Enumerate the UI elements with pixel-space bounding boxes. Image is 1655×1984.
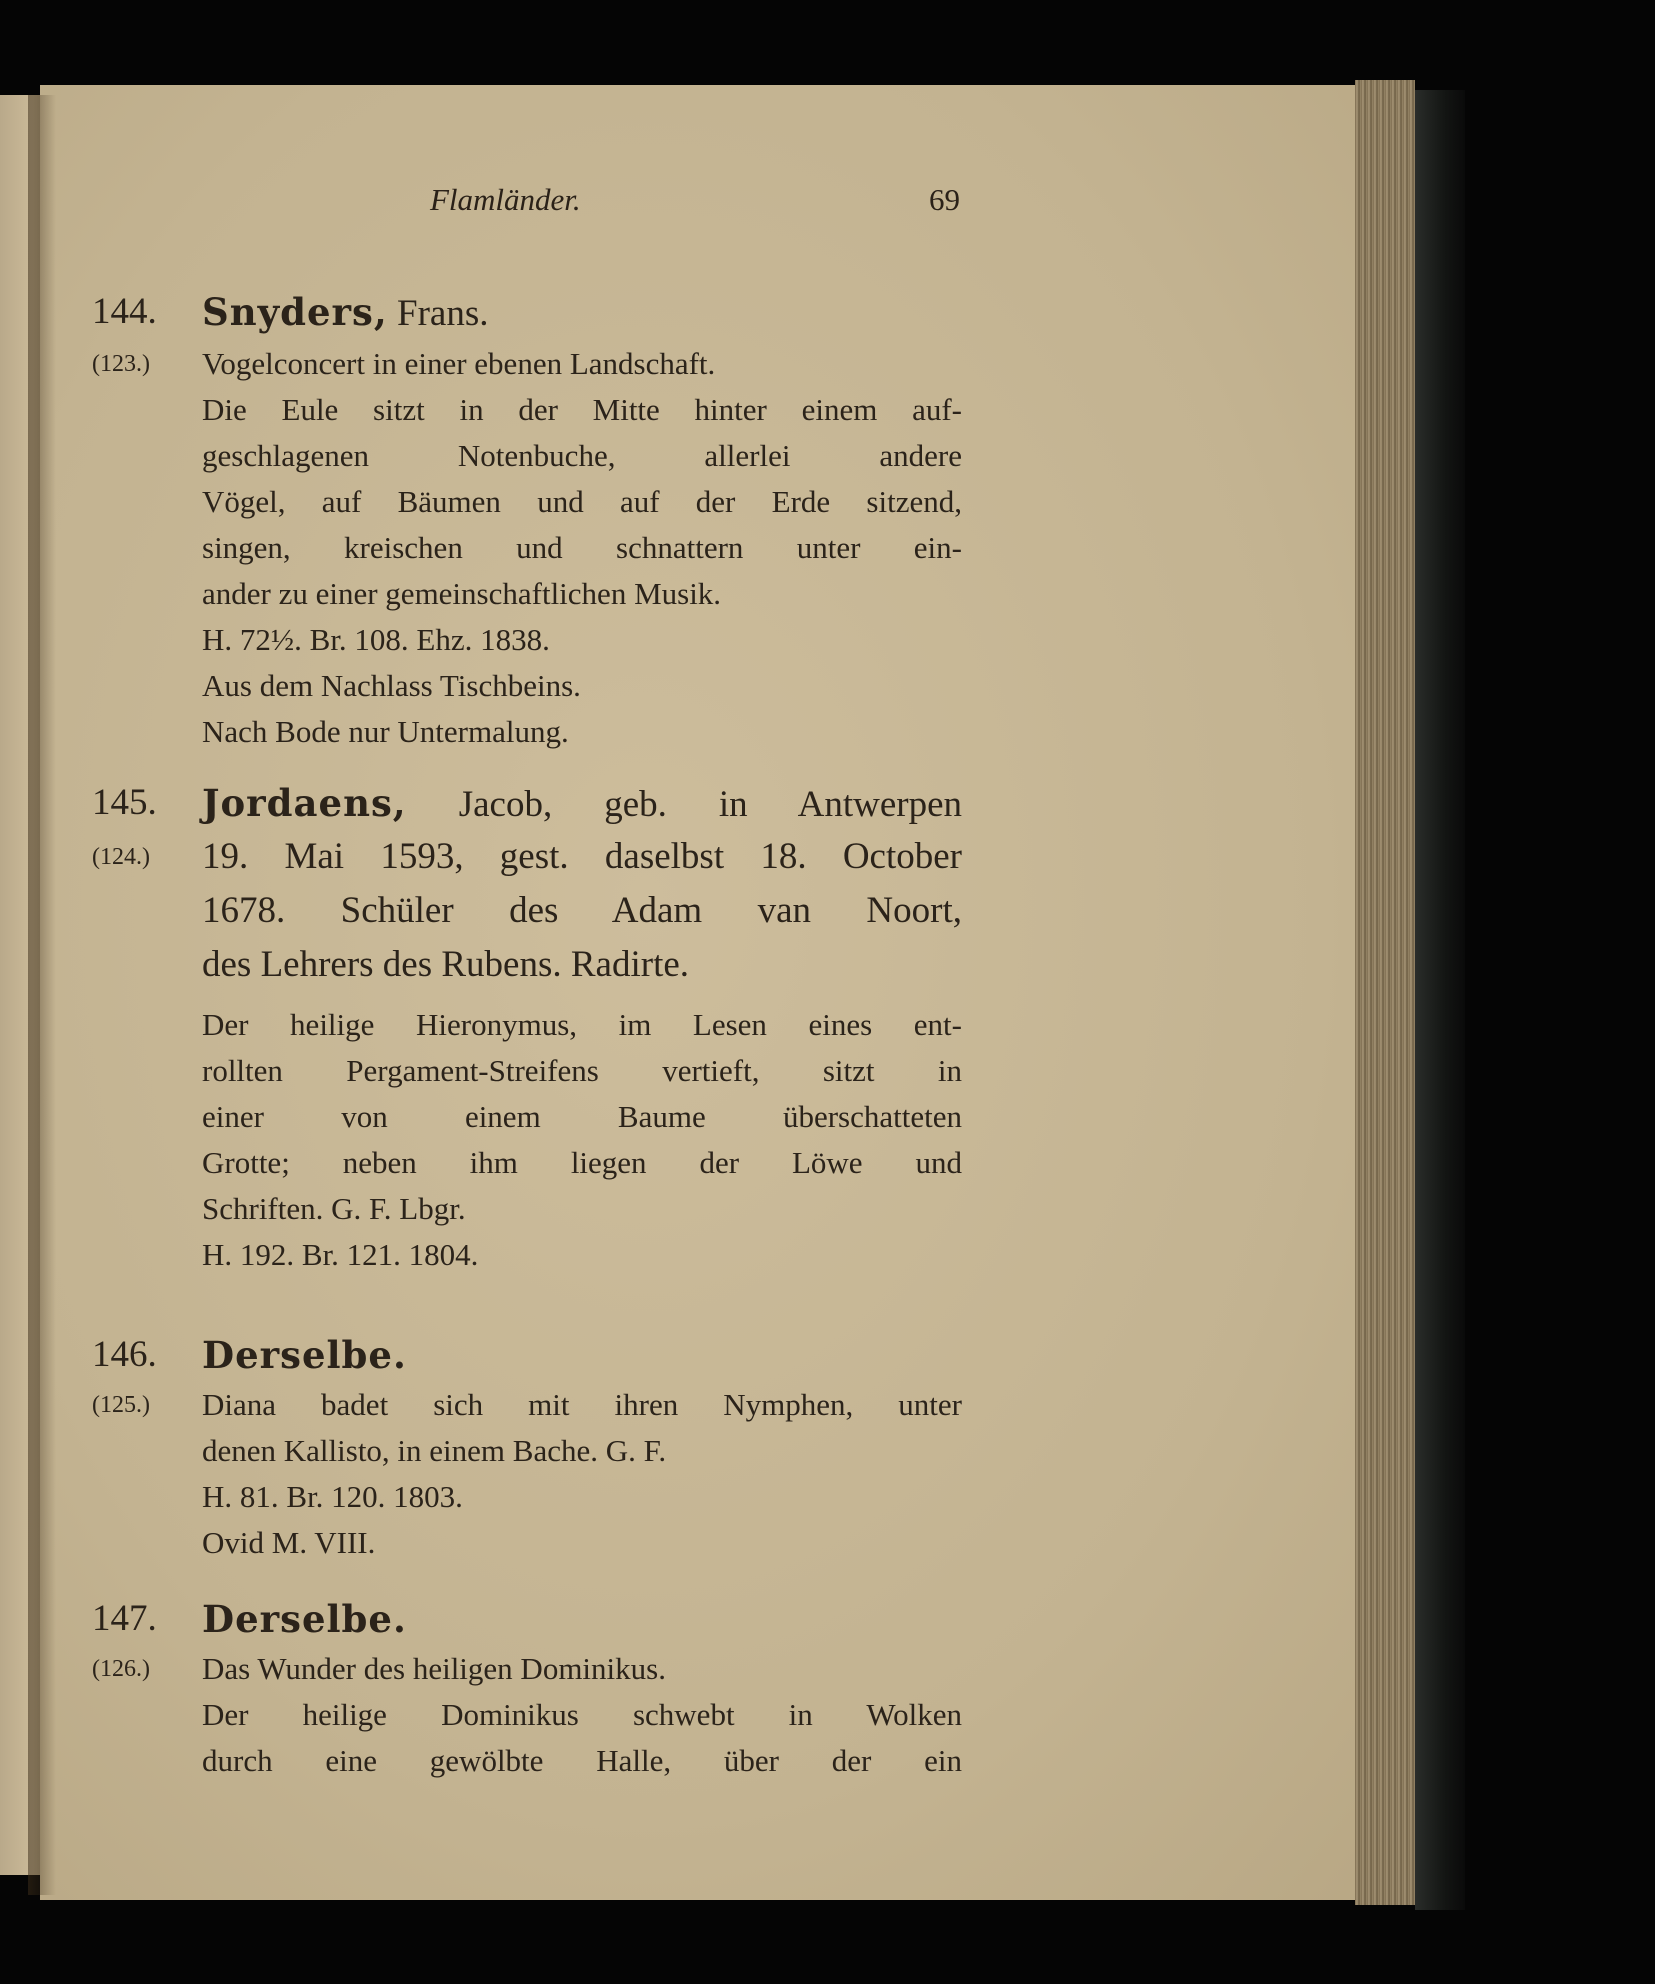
old-number: (126.) [92,1656,150,1682]
entry-line: Vogelconcert in einer ebenen Landschaft. [202,346,716,381]
entry-line: Nach Bode nur Untermalung. [202,714,569,749]
entry-measurements: H. 192. Br. 121. 1804. [202,1237,479,1272]
entry-line: Vögel, auf Bäumen und auf der Erde sitzend, [202,484,962,519]
book-cover-edge [1415,90,1465,1910]
artist-bio-line: des Lehrers des Rubens. Radirte. [202,944,690,985]
entry-number: 145. [92,782,157,823]
running-head [430,182,960,232]
entry-line: rollten Pergament-Streifens vertieft, sitzt in [202,1053,962,1088]
entry-line: Schriften. G. F. Lbgr. [202,1191,466,1226]
old-number: (123.) [92,351,150,377]
entry-line: ander zu einer gemeinschaftlichen Musik. [202,576,722,611]
artist-name: Derselbe. [202,1597,407,1641]
entry-line: Aus dem Nachlass Tischbeins. [202,668,581,703]
running-head-title: Flamländer. [430,182,581,217]
entry-line: Der heilige Hieronymus, im Lesen eines ent- [202,1007,962,1042]
entry-line: einer von einem Baume überschatteten [202,1099,962,1134]
entry-line: denen Kallisto, in einem Bache. G. F. [202,1433,667,1468]
gutter-shadow [28,95,56,1895]
entry-line: Grotte; neben ihm liegen der Löwe und [202,1145,962,1180]
artist-first-names: Jacob, geb. in Antwerpen [458,784,963,825]
entry-line: Die Eule sitzt in der Mitte hinter einem auf- [202,392,962,427]
entry-line: singen, kreischen und schnattern unter ein- [202,530,962,565]
page-number: 69 [929,182,960,217]
artist-name: Snyders, [202,290,388,334]
artist-name: Derselbe. [202,1333,407,1377]
entry-line: geschlagenen Notenbuche, allerlei andere [202,438,962,473]
page-block-edges [1355,80,1415,1905]
artist-name: Jordaens, [202,781,407,825]
artist-bio-line: 1678. Schüler des Adam van Noort, [202,890,962,931]
old-number: (125.) [92,1392,150,1418]
entry-number: 147. [92,1598,157,1639]
entry-line: Ovid M. VIII. [202,1525,376,1560]
entry-line: Diana badet sich mit ihren Nymphen, unter [202,1387,962,1422]
artist-first-names: Frans. [397,293,489,334]
entry-measurements: H. 72½. Br. 108. Ehz. 1838. [202,622,550,657]
entry-number: 144. [92,291,157,332]
entry-line: Das Wunder des heiligen Dominikus. [202,1651,666,1686]
entry-line: durch eine gewölbte Halle, über der ein [202,1743,962,1778]
old-number: (124.) [92,844,150,870]
entry-number: 146. [92,1334,157,1375]
entry-line: Der heilige Dominikus schwebt in Wolken [202,1697,962,1732]
artist-bio-line: 19. Mai 1593, gest. daselbst 18. October [202,836,962,877]
entry-measurements: H. 81. Br. 120. 1803. [202,1479,463,1514]
